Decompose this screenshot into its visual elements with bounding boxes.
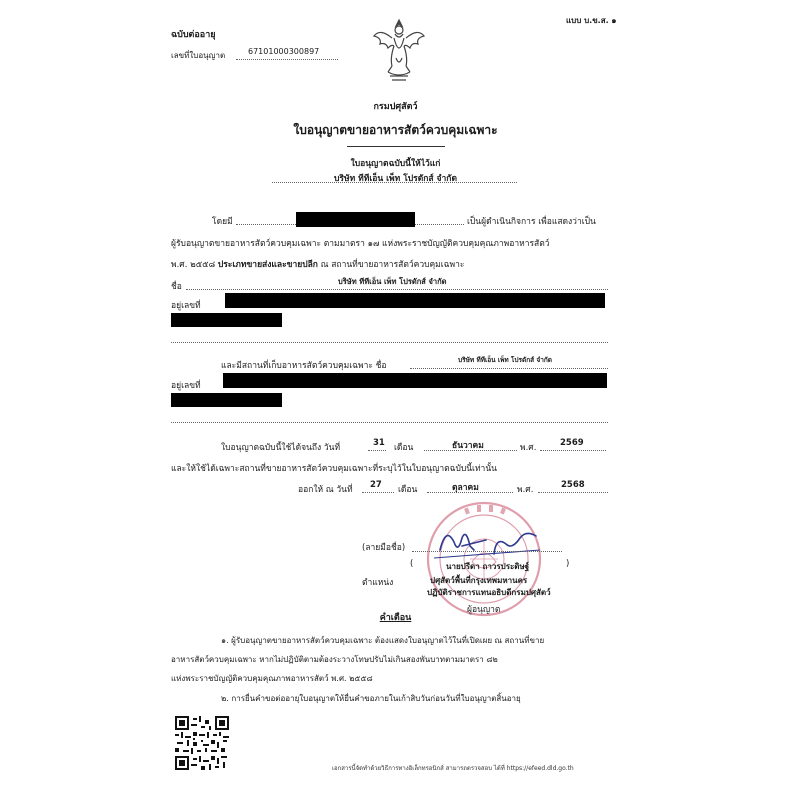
issued-to-label: ใบอนุญาตฉบับนี้ให้ไว้แก่ — [350, 159, 441, 169]
company-name: บริษัท ทีทีเอ็น เพ็ท โปรดักส์ จำกัด — [334, 174, 457, 184]
redacted-address-2 — [171, 313, 282, 327]
paren-close: ) — [566, 559, 570, 569]
valid-year: 2569 — [560, 438, 584, 448]
body-line3 — [171, 257, 464, 271]
warning-item1-line2: อาหารสัตว์ควบคุมเฉพาะ หากไม่ปฏิบัติตามต้องระวางโทษปรับไม่เกินสองพันบาทตามมาตรา ๘๒ — [171, 655, 498, 664]
name-value: บริษัท ทีทีเอ็น เพ็ท โปรดักส์ จำกัด — [338, 277, 447, 286]
signer-name: นายปรีดา ถาวรประดิษฐ์ — [446, 562, 530, 571]
issued-year-label: พ.ศ. — [517, 485, 534, 495]
storage-value: บริษัท ทีทีเอ็น เพ็ท โปรดักส์ จำกัด — [458, 356, 553, 364]
address-blank-line — [171, 342, 608, 343]
issued-year: 2568 — [561, 480, 585, 490]
warning-item1-line3: แห่งพระราชบัญญัติควบคุมคุณภาพอาหารสัตว์ พ.ศ. ๒๕๕๘ — [171, 674, 373, 683]
scope-text: และให้ใช้ได้เฉพาะสถานที่ขายอาหารสัตว์ควบคุมเฉพาะที่ระบุไว้ในใบอนุญาตฉบับนี้เท่านั้น — [171, 464, 497, 474]
issued-label: ออกให้ ณ วันที่ — [298, 485, 353, 495]
license-no-line — [236, 59, 338, 60]
valid-day: 31 — [373, 438, 385, 448]
garuda-emblem-icon — [370, 14, 428, 86]
form-code: แบบ บ.ข.ส. ๑ — [566, 16, 617, 25]
issued-day-line — [362, 492, 394, 493]
sign-label: (ลายมือชื่อ) — [362, 543, 406, 553]
footer-note: เอกสารนี้จัดทำด้วยวิธีการทางอิเล็กทรอนิกส์ สามารถตรวจสอบ ได้ที่ https://efeed.dld.go.th — [332, 765, 574, 772]
valid-year-label: พ.ศ. — [520, 443, 537, 453]
address2-blank-line — [171, 422, 608, 423]
sale-type: ประเภทขายส่งและขายปลีก — [217, 260, 318, 270]
document-title: ใบอนุญาตขายอาหารสัตว์ควบคุมเฉพาะ — [293, 123, 498, 137]
issued-day: 27 — [370, 480, 382, 490]
signature-scribble-icon — [432, 520, 547, 562]
license-no: 67101000300897 — [248, 47, 320, 56]
issued-month: ตุลาคม — [452, 483, 479, 493]
position-label: ตำแหน่ง — [362, 578, 394, 588]
body-line3-prefix: พ.ศ. ๒๕๕๘ — [171, 260, 216, 270]
redacted-address-4 — [171, 393, 282, 407]
body-line2: ผู้รับอนุญาตขายอาหารสัตว์ควบคุมเฉพาะ ตามมาตรา ๑๗ แห่งพระราชบัญญัติควบคุมคุณภาพอาหารสัตว์ — [171, 239, 550, 249]
paren-open: ( — [410, 559, 414, 569]
position-line-2: ปฏิบัติราชการแทนอธิบดีกรมปศุสัตว์ — [427, 588, 551, 597]
valid-month: ธันวาคม — [452, 441, 484, 451]
address-label: อยู่เลขที่ — [171, 301, 201, 311]
issued-year-line — [538, 492, 608, 493]
signer-role: ผู้อนุญาต — [467, 605, 501, 615]
copy-type: ฉบับต่ออายุ — [171, 30, 216, 40]
storage-label: และมีสถานที่เก็บอาหารสัตว์ควบคุมเฉพาะ ชื่อ — [221, 361, 387, 371]
warning-item2: ๒. การยื่นคำขอต่ออายุใบอนุญาตให้ยื่นคำขอภายในเก้าสิบวันก่อนวันที่ใบอนุญาตสิ้นอายุ — [221, 694, 521, 703]
valid-month-label: เดือน — [394, 443, 414, 453]
redacted-address-3 — [223, 373, 607, 388]
name-label: ชื่อ — [171, 282, 182, 292]
title-rule — [347, 146, 445, 147]
qr-code-icon — [175, 716, 229, 770]
name-line — [186, 289, 608, 290]
address2-label: อยู่เลขที่ — [171, 381, 201, 391]
valid-year-line — [540, 450, 606, 451]
sign-line — [412, 551, 562, 552]
license-no-label: เลขที่ใบอนุญาต — [171, 51, 226, 60]
storage-line — [410, 368, 608, 369]
warning-title: คำเตือน — [379, 613, 412, 623]
body-line3-suffix: ณ สถานที่ขายอาหารสัตว์ควบคุมเฉพาะ — [320, 260, 465, 270]
issued-month-label: เดือน — [398, 485, 418, 495]
valid-until-label: ใบอนุญาตฉบับนี้ใช้ได้จนถึง วันที่ — [221, 443, 341, 453]
body-line1-tail: เป็นผู้ดำเนินกิจการ เพื่อแสดงว่าเป็น — [467, 217, 596, 227]
warning-item1-line1: ๑. ผู้รับอนุญาตขายอาหารสัตว์ควบคุมเฉพาะ ต้องแสดงใบอนุญาตไว้ในที่เปิดเผย ณ สถานที่ขาย — [221, 636, 545, 645]
by-label: โดยมี — [212, 217, 233, 227]
redacted-operator — [296, 212, 415, 227]
position-line-1: ปศุสัตว์พื้นที่กรุงเทพมหานคร — [430, 576, 528, 585]
redacted-address-1 — [225, 293, 605, 308]
valid-day-line — [368, 450, 386, 451]
department-title: กรมปศุสัตว์ — [373, 102, 418, 112]
